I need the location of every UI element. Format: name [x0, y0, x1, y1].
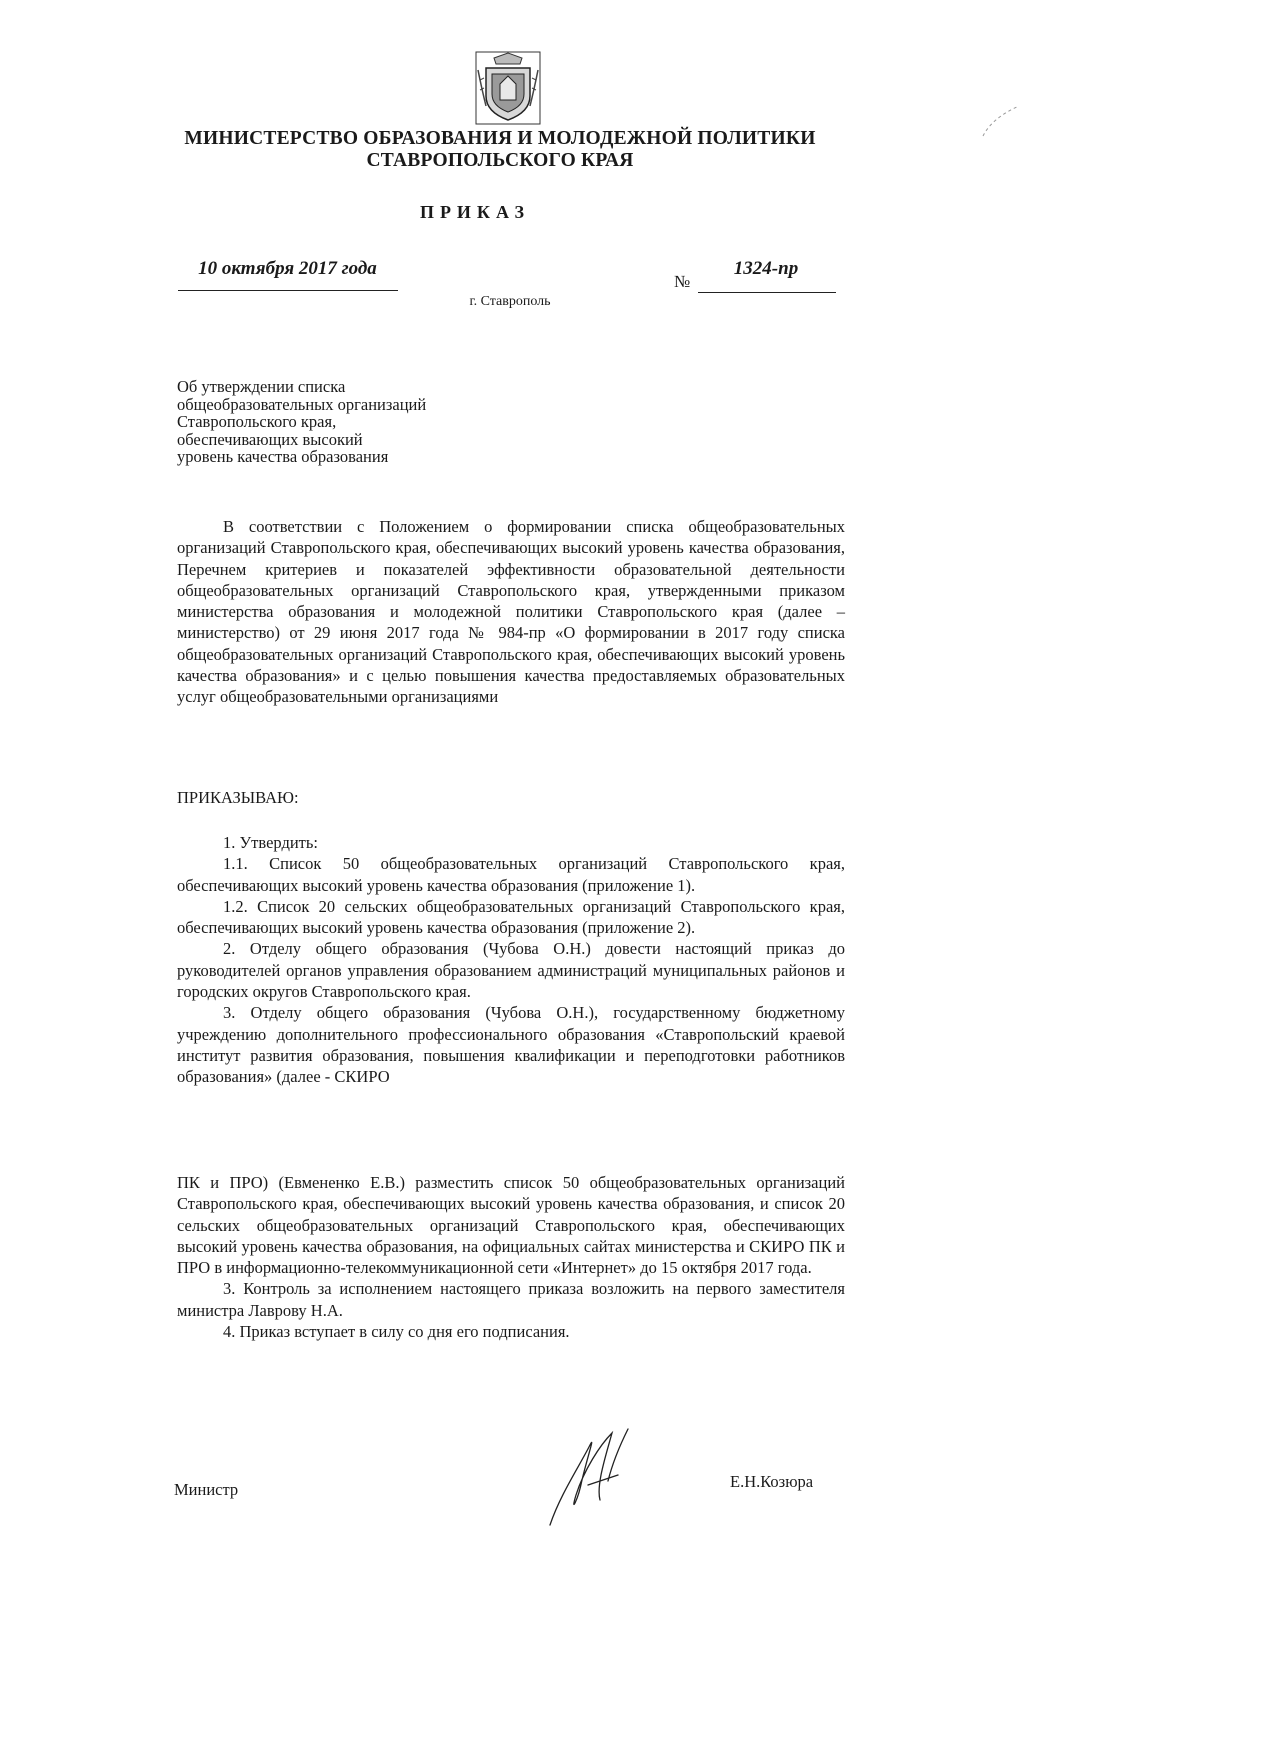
order-item: 1. Утвердить:: [223, 833, 318, 852]
subject-line: Об утверждении списка: [177, 377, 346, 396]
order-item: 1.2. Список 20 сельских общеобразовательных организаций Ставропольского края, обеспечивающих высокий уровень качества образования (приложение 2).: [177, 896, 845, 938]
order-item: 2. Отделу общего образования (Чубова О.Н.) довести настоящий приказ до руководителей органов управления образованием администраций муниципальных районов и городских округов Ставропольского края.: [177, 939, 845, 1002]
date-underline: [178, 290, 398, 291]
subject-line: Ставропольского края,: [177, 412, 337, 431]
order-item: 3. Отделу общего образования (Чубова О.Н.), государственному бюджетному учреждению дополнительного профессионального образования «Ставропольский краевой институт развития образования, повышения квалификации и переподготовки работников образования» (далее - СКИРО: [177, 1003, 845, 1087]
ministry-title-line2: СТАВРОПОЛЬСКОГО КРАЯ: [366, 150, 634, 171]
document-type: ПРИКАЗ: [419, 202, 531, 222]
ministry-title: [150, 128, 850, 172]
order-item: 1.1. Список 50 общеобразовательных организаций Ставропольского края, обеспечивающих высокий уровень качества образования (приложение 1).: [177, 854, 845, 895]
number-sign: №: [674, 272, 691, 291]
signatory-name: Е.Н.Козюра: [730, 1472, 814, 1491]
subject-line: уровень качества образования: [177, 447, 389, 466]
document-number: 1324-пр: [733, 258, 799, 279]
order-item: 3. Контроль за исполнением настоящего приказа возложить на первого заместителя министра Лаврову Н.А.: [177, 1279, 845, 1320]
ministry-title-line1: МИНИСТЕРСТВО ОБРАЗОВАНИЯ И МОЛОДЕЖНОЙ ПОЛИТИКИ: [184, 128, 816, 149]
subject-line: обеспечивающих высокий: [177, 429, 363, 449]
continuation-text: ПК и ПРО) (Евмененко Е.В.) разместить список 50 общеобразовательных организаций Ставропольского края, обеспечивающих высокий уровень качества образования, и список 20 сельских общеобразовательных организаций Ставропольского края, обеспечивающих высокий уровень качества образования, на официальных сайтах министерства и СКИРО ПК и ПРО в информационно-телекоммуникационной сети «Интернет» до 15 октября 2017 года.: [177, 1173, 845, 1278]
coat-of-arms-icon: [474, 50, 542, 126]
preamble: [177, 516, 845, 708]
scan-mark-icon: [975, 96, 1025, 146]
order-item: 4. Приказ вступает в силу со дня его подписания.: [223, 1322, 570, 1342]
signature-icon: [540, 1425, 650, 1533]
subject-block: [177, 378, 497, 466]
order-continuation: [177, 1172, 845, 1342]
order-word: ПРИКАЗЫВАЮ:: [177, 788, 299, 807]
order-items: [177, 832, 845, 1088]
subject-line: общеобразовательных организаций: [177, 394, 427, 414]
document-date: 10 октября 2017 года: [198, 258, 377, 279]
preamble-text: В соответствии с Положением о формировании списка общеобразовательных организаций Ставропольского края, обеспечивающих высокий уровень качества образования, Перечнем критериев и показателей эффективности образовательной деятельности общеобразовательных организаций Ставропольского края, утвержденными приказом министерства образования и молодежной политики Ставропольского края (далее – министерство) от 29 июня 2017 года № 984-пр «О формировании в 2017 году списка общеобразовательных организаций Ставропольского края, обеспечивающих высокий уровень качества образования» и с целью повышения качества предоставляемых образовательных услуг общеобразовательными организациями: [177, 517, 845, 707]
city: г. Ставрополь: [469, 294, 551, 309]
number-underline: [698, 292, 836, 293]
signatory-role: Министр: [174, 1480, 239, 1499]
